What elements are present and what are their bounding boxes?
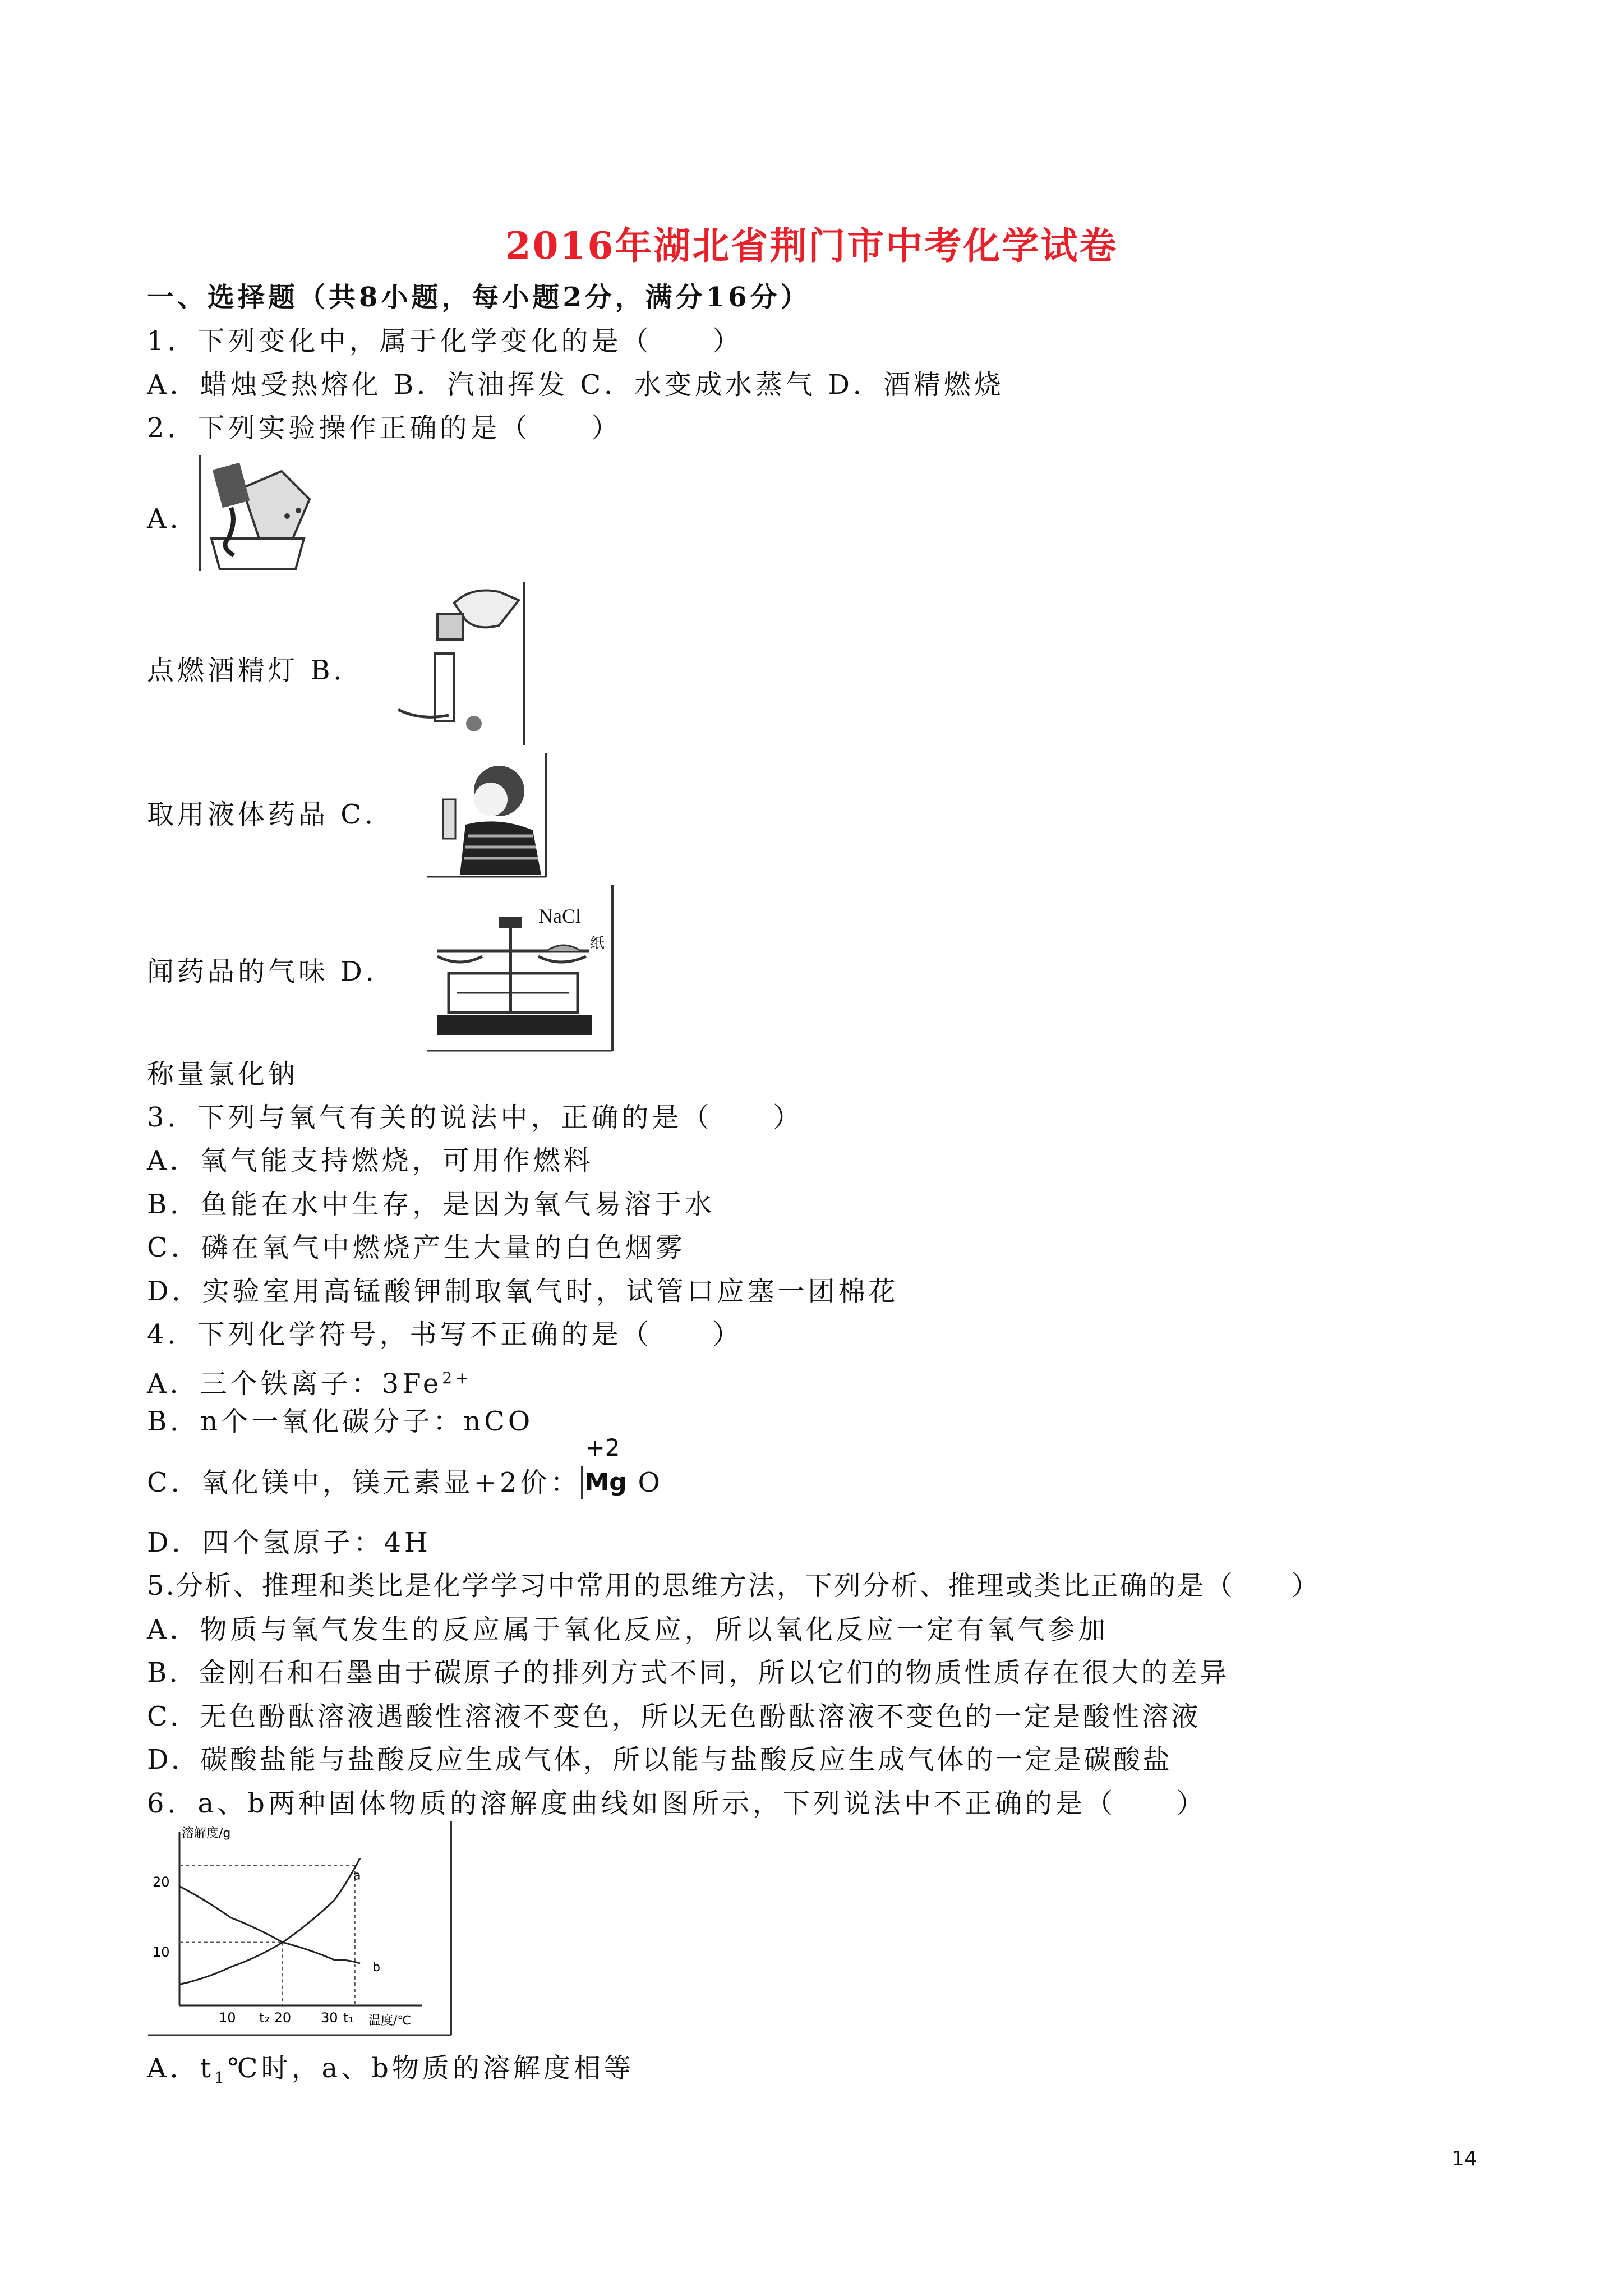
q2-caption-b-and-label-c: 取用液体药品 C．: [147, 799, 395, 830]
q2-stem: 2．下列实验操作正确的是（ ）: [147, 412, 622, 444]
q6-option-a: A．$t_1℃$时，a、b物质的溶解度相等: [147, 2053, 634, 2087]
nacl-label: NaCl: [538, 905, 581, 927]
page-number: 14: [1451, 2147, 1477, 2170]
q2-option-a-label: A．: [147, 503, 200, 535]
curve-label-a: a: [353, 1869, 361, 1883]
q5-option-c: C．无色酚酞溶液遇酸性溶液不变色，所以无色酚酞溶液不变色的一定是酸性溶液: [147, 1701, 1201, 1732]
q1-options: A．蜡烛受热熔化 B．汽油挥发 C．水变成水蒸气 D．酒精燃烧: [147, 369, 1004, 401]
page-title: 2016年湖北省荆门市中考化学试卷: [505, 224, 1118, 268]
q2-caption-c-and-label-d: 闻药品的气味 D．: [147, 956, 396, 987]
subscript-1: 1: [214, 2068, 228, 2087]
q4-option-c: C．氧化镁中，镁元素显+2价： +2 Mg O: [147, 1466, 663, 1499]
q3-option-b: B．鱼能在水中生存，是因为氧气易溶于水: [147, 1189, 716, 1220]
smelling-chemical-picture: [426, 752, 547, 878]
liquid-pouring-picture: [387, 581, 527, 746]
y-tick-10: 10: [153, 1944, 170, 1960]
x-tick-t1: t₁: [343, 2010, 354, 2026]
balance-weighing-picture: [426, 884, 614, 1052]
y-tick-20: 20: [153, 1874, 170, 1890]
q4-option-b: B．n个一氧化碳分子：nCO: [147, 1406, 534, 1437]
q3-option-c: C．磷在氧气中燃烧产生大量的白色烟雾: [147, 1232, 686, 1263]
alcohol-lamp-lighting-picture: [197, 454, 315, 572]
paper-label: 纸: [590, 935, 605, 952]
q6-stem: 6．a、b两种固体物质的溶解度曲线如图所示，下列说法中不正确的是（ ）: [147, 1788, 1207, 1819]
q4-stem: 4．下列化学符号，书写不正确的是（ ）: [147, 1319, 743, 1350]
mg-symbol: Mg: [581, 1466, 627, 1499]
q3-option-a: A．氧气能支持燃烧，可用作燃料: [147, 1145, 594, 1176]
curve-a: [179, 1858, 360, 1985]
charge-superscript: 2+: [442, 1369, 472, 1387]
curve-b: [179, 1887, 360, 1964]
q5-option-a: A．物质与氧气发生的反应属于氧化反应，所以氧化反应一定有氧气参加: [147, 1614, 1109, 1645]
y-axis-label: 溶解度/g: [182, 1826, 231, 1841]
x-tick-t2-20: t₂ 20: [259, 2010, 292, 2026]
q1-stem: 1．下列变化中，属于化学变化的是（ ）: [147, 325, 743, 357]
q4-option-d: D．四个氢原子：4H: [147, 1527, 431, 1558]
solubility-curve-chart: [147, 1820, 453, 2036]
x-tick-10: 10: [219, 2010, 236, 2026]
q5-option-d: D．碳酸盐能与盐酸反应生成气体，所以能与盐酸反应生成气体的一定是碳酸盐: [147, 1744, 1172, 1775]
section-heading: 一、选择题（共8小题，每小题2分，满分16分）: [147, 282, 811, 313]
q2-caption-a-and-label-b: 点燃酒精灯 B．: [147, 655, 364, 686]
q2-caption-d: 称量氯化钠: [147, 1059, 299, 1090]
x-axis-label: 温度/℃: [368, 2014, 412, 2028]
q5-stem: 5.分析、推理和类比是化学学习中常用的思维方法，下列分析、推理或类比正确的是（ ）: [147, 1570, 1320, 1602]
x-tick-30: 30: [321, 2010, 338, 2026]
q4-option-a: A．三个铁离子：$3Fe^{2+}$: [147, 1368, 472, 1400]
q3-option-d: D．实验室用高锰酸钾制取氧气时，试管口应塞一团棉花: [147, 1276, 899, 1307]
valence-mark: +2: [585, 1434, 620, 1461]
q5-option-b: B．金刚石和石墨由于碳原子的排列方式不同，所以它们的物质性质存在很大的差异: [147, 1657, 1229, 1688]
curve-label-b: b: [372, 1961, 380, 1975]
q3-stem: 3．下列与氧气有关的说法中，正确的是（ ）: [147, 1102, 804, 1133]
